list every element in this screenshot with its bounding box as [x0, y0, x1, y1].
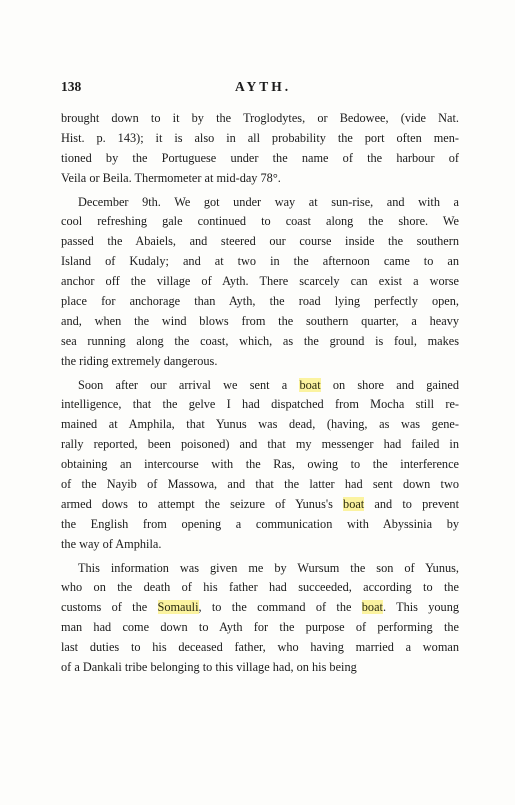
text-line — [61, 109, 459, 129]
text-segment: passed the Abaiels, and steered our course inside the southern — [61, 234, 459, 249]
text-segment: December 9th. We got under way at sun-rise, and with a — [78, 194, 459, 209]
text-segment: tioned by the Portuguese under the name of the harbour of — [61, 150, 459, 165]
text-line — [61, 332, 459, 352]
text-line — [61, 395, 459, 415]
text-line — [61, 376, 459, 396]
text-segment: the riding extremely dangerous. — [61, 353, 218, 368]
text-line — [61, 658, 459, 678]
highlighted-term: boat — [343, 496, 365, 511]
text-line — [61, 415, 459, 435]
text-segment: cool refreshing gale continued to coast along the shore. We — [61, 214, 459, 229]
text-segment: last duties to his deceased father, who having married a woman — [61, 640, 459, 655]
text-segment: the English from opening a communication with Abyssinia by — [61, 516, 459, 531]
text-segment: . This young — [382, 600, 460, 615]
paragraph — [61, 109, 459, 189]
text-line — [61, 129, 459, 149]
text-segment: Island of Kudaly; and at two in the afternoon came to an — [61, 254, 459, 269]
text-line — [61, 232, 459, 252]
text-line — [61, 169, 459, 189]
text-segment: obtaining an intercourse with the Ras, owing to the interference — [61, 457, 459, 472]
text-segment: man had come down to Ayth for the purpose of performing the — [61, 620, 459, 635]
text-segment: of the Nayib of Massowa, and that the latter had sent down two — [61, 477, 459, 492]
text-segment: sea running along the coast, which, as the ground is foul, makes — [61, 333, 459, 348]
text-segment: Veila or Beila. Thermometer at mid-day 78°. — [61, 170, 281, 185]
paragraph — [61, 376, 459, 555]
body-text — [61, 109, 459, 678]
text-line — [61, 515, 459, 535]
text-line — [61, 272, 459, 292]
text-segment: anchor off the village of Ayth. There scarcely can exist a worse — [61, 274, 459, 289]
text-line — [61, 435, 459, 455]
text-segment: mained at Amphila, that Yunus was dead, (having, as was gene- — [61, 417, 459, 432]
text-segment: intelligence, that the gelve I had dispatched from Mocha still re- — [61, 397, 459, 412]
text-segment: rally reported, been poisoned) and that my messenger had failed in — [61, 437, 459, 452]
running-head: AYTH. — [235, 79, 292, 94]
page-number: 138 — [61, 79, 82, 94]
text-line — [61, 638, 459, 658]
text-segment: place for anchorage than Ayth, the road lying perfectly open, — [61, 294, 459, 309]
text-line — [61, 535, 459, 555]
paragraph — [61, 559, 459, 678]
text-line — [61, 193, 459, 213]
text-line — [61, 618, 459, 638]
text-line — [61, 149, 459, 169]
text-segment: on shore and gained — [320, 377, 459, 392]
highlighted-term: boat — [361, 600, 383, 615]
paragraph — [61, 193, 459, 372]
text-segment: armed dows to attempt the seizure of Yunus's — [61, 496, 344, 511]
text-segment: who on the death of his father had succeeded, according to the — [61, 580, 459, 595]
text-segment: Soon after our arrival we sent a — [78, 377, 300, 392]
text-segment: and, when the wind blows from the southern quarter, a heavy — [61, 313, 459, 328]
text-line — [61, 475, 459, 495]
text-line — [61, 495, 459, 515]
text-segment: This information was given me by Wursum the son of Yunus, — [78, 560, 459, 575]
text-segment: , to the command of the — [198, 600, 362, 615]
text-segment: the way of Amphila. — [61, 536, 162, 551]
text-line — [61, 312, 459, 332]
text-line — [61, 252, 459, 272]
highlighted-term: Somauli — [157, 600, 199, 615]
text-line — [61, 352, 459, 372]
text-segment: of a Dankali tribe belonging to this village had, on his being — [61, 660, 357, 675]
text-line — [61, 559, 459, 579]
text-line — [61, 212, 459, 232]
text-line — [61, 455, 459, 475]
text-segment: brought down to it by the Troglodytes, or Bedowee, (vide Nat. — [61, 111, 459, 125]
page-header — [61, 79, 459, 101]
text-segment: and to prevent — [364, 496, 459, 511]
text-segment: Hist. p. 143); it is also in all probability the port often men- — [61, 130, 459, 145]
text-line — [61, 292, 459, 312]
text-line — [61, 578, 459, 598]
text-segment: customs of the — [61, 600, 158, 615]
highlighted-term: boat — [299, 377, 321, 392]
text-line — [61, 598, 459, 618]
